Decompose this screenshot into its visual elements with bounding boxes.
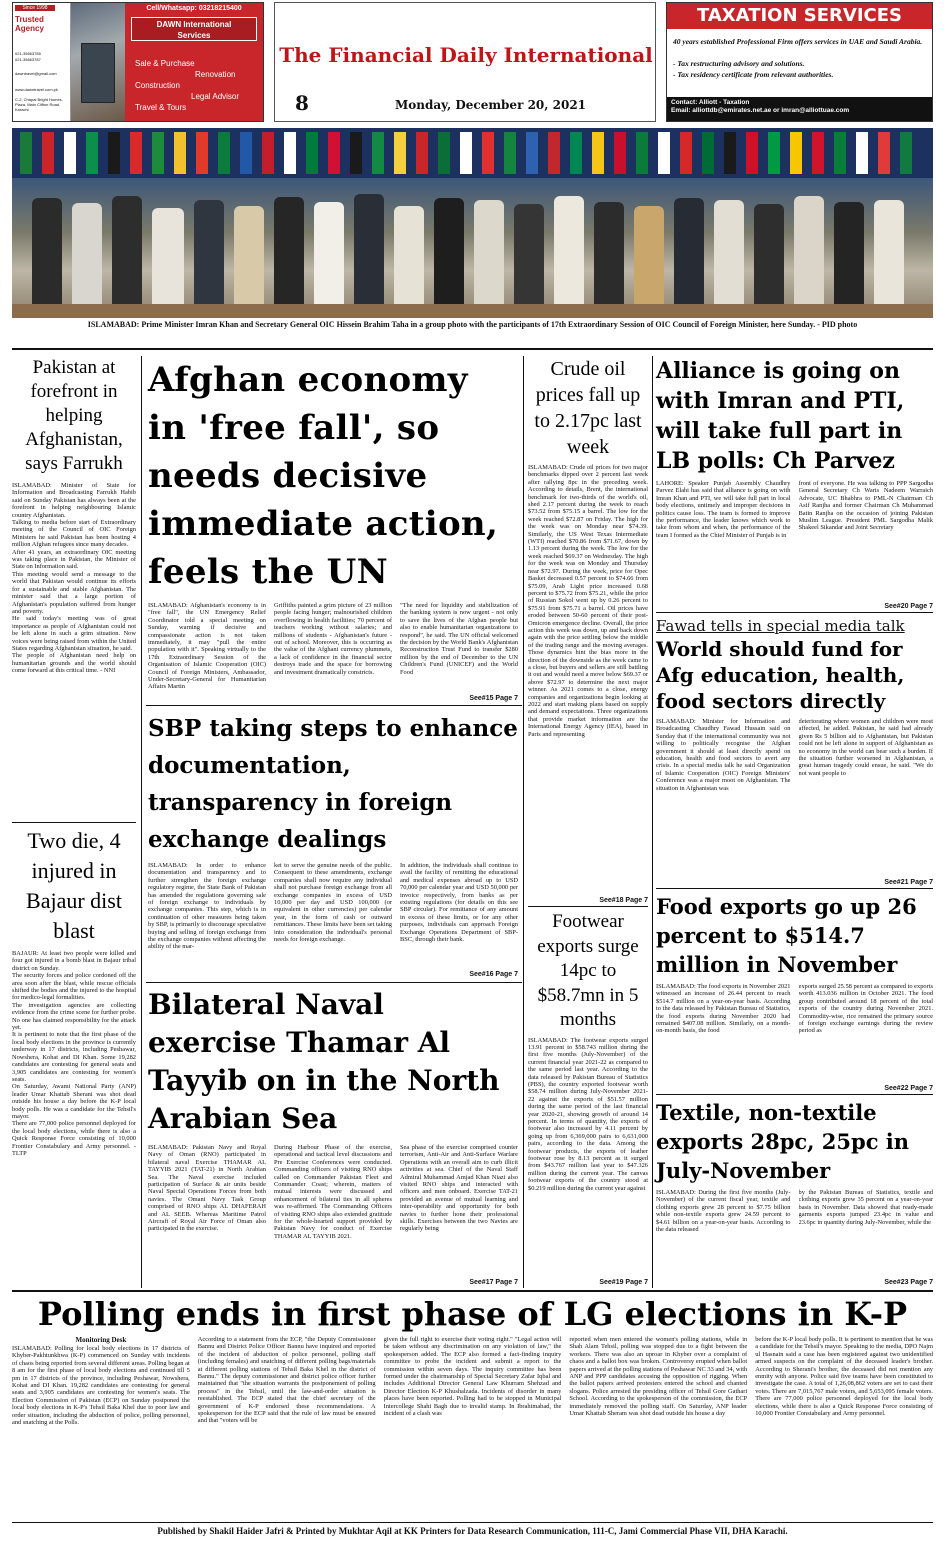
tax-ad-line-3: - Tax residency certificate from relevant authorities.: [673, 70, 834, 79]
polling-story-col-1: ISLAMABAD: Polling for local body elections in 17 districts of Khyber-Pakhtunkhwa (K-P) commenced on Sunday with incidents of chaos being reported from several different areas. Polling began at 8 am for the first phase of local body elections and continued till 5 pm in 17 districts of the province, including Peshawar, Nowshera, Kohat and DI Khan. 19,282 candidates are contesting for general seats and 3,905 candidates are contesting for women's seats. The Election Commission of Pakistan (ECP) on Sunday postponed the local body elections in K-P's Tehsil Baka Khel due to poor law and order situation, including the abduction of police, polling personnel, and snatching at the Polls.: [12, 1345, 190, 1427]
alliance-story-columns: [656, 480, 933, 598]
footer-rule: [12, 1522, 933, 1523]
vrule-crude: [652, 356, 653, 1288]
dawn-ad-photo-panel: [71, 3, 125, 121]
polling-story: [12, 1294, 933, 1520]
lead-story: [148, 356, 518, 702]
fawad-story: [656, 616, 933, 886]
alliance-story-headline: Alliance is going on with Imran and PTI, will take full part in LB polls: Ch Parvez: [656, 358, 905, 474]
dawn-ad-phone-1: 021-35663785: [15, 51, 41, 56]
col1-story2: [12, 826, 136, 1288]
naval-story-col-a: ISLAMABAD: Pakistan Navy and Royal Navy of Oman (RNO) participated in bilateral naval Exercise THAMAR AL TAYYIB 2021 (TAT-21) in North Arabian Sea. The Naval exercise included participation of Surface & air units beside Naval Special Operations Forces from both navies. The Omani Navy Task Group comprised of RNO ships AL DHAFERAH and AL SEEB. Whereas Maritime Patrol Aircraft of Royal Air Force of Oman also participated in the exercise.: [148, 1144, 266, 1233]
alliance-story-col-b: front of everyone. He was talking to PPP Sargodha General Secretary Ch Waris Nadeem Warraich Advocate, UC Bhabhra to PML-N Chairman Ch Asif Ranjha and former Chairman Ch Muhammad Batin Ranjha on the occasion of joining Pakistan Muslim League. President PML Sargodha Malik Shakeel Sikandar and Joint Secretary: [798, 480, 933, 532]
tax-ad-title: TAXATION SERVICES: [667, 3, 932, 29]
polling-story-desk: Monitoring Desk: [75, 1336, 127, 1344]
dawn-ad-building-icon: [81, 43, 115, 103]
food-story-headline: Food exports go up 26 percent to $514.7 million in November: [656, 894, 917, 977]
dawn-ad-info-panel: [125, 3, 263, 121]
sbp-story-col-a: ISLAMABAD: In order to enhance documentation and transparency and to further strengthen the foreign exchange regulatory regime, the State Bank of Pakistan has amended the regulations governing sale of foreign exchange to individuals by exchange companies. This step, which is in continuation of other measures being taken by SBP, is primarily to discourage speculative buying and selling of foreign exchange from the exchange companies without affecting the ability of the mar-: [148, 862, 266, 951]
divider-above-polling: [12, 1290, 933, 1292]
taxation-advertisement: [666, 2, 933, 122]
tax-ad-line-2: - Tax restructuring advisory and solutions.: [673, 59, 805, 68]
col1-story1-p4: This meeting would send a message to the world that Pakistan would continue its efforts for a sustainable and stable Afghanistan. The minister said that a large portion of Afghanistan's population suffered from hunger and poverty.: [12, 570, 136, 615]
oic-group-photo: [12, 128, 933, 318]
dawn-ad-web: www.dawntravel.com.pk: [15, 87, 58, 92]
photo-caption: [20, 320, 925, 330]
fawad-story-headline: World should fund for Afg education, health, food sectors directly: [656, 637, 905, 713]
polling-story-col-5: before the K-P local body polls. It is pertinent to mention that he was a candidate for the Tehsil's mayor. Speaking to the media, DPO Najm ul Hasnain said a case has been registered against two unidentified armed suspects on the complaint of the deceased leader's brother. According to Sherani's brother, the deceased did not mention any enmity with anyone. Police said five teams have been constituted to investigate the case. A total of 1,26,08,862 voters are set to cast their votes. There are 7,015,767 male voters, and 5,653,095 female voters. There are 77,000 police personnel deployed for the local body elections, while there is also a Quick Response Force consisting of 10,000 Frontier Constabulary and Army personnel.: [755, 1336, 933, 1418]
col1-story2-body: [12, 950, 136, 1280]
fawad-story-continued[interactable]: See#21 Page 7: [884, 879, 933, 886]
col1-story2-p6: There are 77,000 police personnel deployed for the local body elections, while there is also a Quick Response Force consisting of 10,000 Frontier Constabulary and Army personnel. - TLTP: [12, 1120, 136, 1157]
footwear-story-body: ISLAMABAD: The footwear exports surged 13.91 percent to $58.743 million during the first five months (July-November) of the current financial year 2021-22 as compared to the same period last year. According to the data released by Pakistan Bureau of Statistics (PBS), the country exported footwear worth $58.74 million during July-November 2021-22 against the exports of $51.57 million during the same period of the last financial year 2020-21, showing growth of around 14 percent. In terms of quantity, the exports of footwear also increased by 4.11 percent by going up from 6,369,000 pairs to 6,631,000 pairs, according to the data. Among the footwear products, the exports of leather footwear rose by 8.13 percent as it surged from $43.767 million last year to $47.326 million during the current year. The canvas footwear exports of the country stood at $0.219 million during the current year against: [528, 1036, 648, 1192]
polling-story-col-1-wrap: [12, 1336, 190, 1515]
naval-story-col-b: During Harbour Phase of the exercise, operational and tactical level discussions and Pre Exercise Conferences were conducted. Commanding officers of visiting RNO ships called on Commander Pakistan Fleet and Commander Coast; wherein, matters of mutual interests were discussed and enhancement of bilateral ties in all spheres was re-affirmed. The Commanding Officers of visiting RNO ships also extended gratitude for the whole-hearted support provided by Pakistan Navy for conduct of Exercise THAMAR AL TAYYIB 2021.: [274, 1144, 392, 1240]
dawn-ad-email: dawntravel@gmail.com: [15, 71, 57, 76]
textile-story-headline: Textile, non-textile exports 28pc, 25pc in July-November: [656, 1100, 910, 1183]
photo-caption-text: Prime Minister Imran Khan and Secretary General OIC Hissein Brahim Taha in a group photo with the participants of 17th Extraordinary Session of OIC Council of Foreign Minister, here Sunday. - PID photo: [141, 320, 858, 329]
polling-story-headline: Polling ends in first phase of LG elections in K-P: [37, 1295, 908, 1333]
dawn-ad-since: Since 1998: [15, 5, 55, 11]
divider-under-photo: [12, 348, 933, 350]
dawn-ad-service-3: Construction: [135, 81, 180, 90]
tax-ad-contact: Contact: Alliott - Taxation: [671, 99, 750, 106]
dawn-ad-company: DAWN International Services: [156, 20, 232, 40]
polling-story-col-2: According to a statement from the ECP, "the Deputy Commissioner Bannu and District Police Officer Bannu have inquired and reported of the incident of abduction of police personnel, polling staff (including females) and snatching of different polling bags/materials at different polling stations of Tehsil Baka Khel in the district of Bannu." The deputy commissioner and district police officer further maintained that "the situation warrants the postponement of polling process" in the Tehsil, until the law-and-order situation is reestablished. The ECP stated that the chief secretary of the government of K-P endorsed these recommendations. A spokesperson for the ECP said that the rule of law must be ensured and that "voters will be: [197, 1336, 376, 1425]
masthead: [12, 2, 933, 122]
flag-row: [12, 128, 933, 178]
divider-under-alliance: [656, 612, 933, 613]
crude-story-continued[interactable]: See#18 Page 7: [599, 897, 648, 904]
textile-story: [656, 1098, 933, 1286]
divider-under-sbp: [146, 982, 522, 983]
vrule-lead: [523, 356, 524, 1288]
col1-story2-p2: The security forces and police cordoned off the area soon after the blast, while rescue officials shifted the bodies and the injured to the hospital for medico-legal formalities.: [12, 972, 136, 1002]
col1-story2-p3: The investigation agencies are collecting evidence from the crime scene for further probe. No one has claimed responsibility for the attack yet.: [12, 1001, 136, 1032]
polling-story-col-4: reported when men entered the women's polling stations, while in Shah Alam Tehsil, polling was stopped due to a fight between the workers. There was also an uproar in Khyber over a complaint of chaos and a ballot box was broken. Controversy erupted when ballot papers arrived at the polling stations of Peshawar NC 33 and 34, with ANP and PPP candidates accusing the opposition of rigging. When the ballot papers arrived protesters entered the school and chanted slogans. Police arrested the presiding officer of Tehsil Gore Gathari School. According to the spokesperson of the commission, the ECP immediately removed the polling staff. On Saturday, ANP leader Umar Khattab Sheram was shot dead outside his house a day: [569, 1336, 748, 1418]
crude-story: [528, 356, 648, 904]
sbp-story-headline: SBP taking steps to enhance documentation, transparency in foreign exchange dealings: [148, 715, 518, 853]
textile-story-col-a: ISLAMABAD: During the first five months (July-November) of the current fiscal year, textile and clothing exports grew 28 percent to $7.75 billion while non-textile exports grew 24.59 percent to $4.61 billion on a year-on-year basis. According to the data released: [656, 1189, 791, 1234]
col1-story1-p5: He said today's meeting was of great importance as people of Afghanistan could not be left alone in such a grim situation. Now voices were being raised from within the United States regarding Afghanistan situation, he said.: [12, 615, 136, 652]
issue-date: Monday, December 20, 2021: [395, 98, 587, 112]
naval-story-col-c: Sea phase of the exercise comprised counter terrorism, Anti-Air and Anti-Surface Warfare Operations with an overall aim to curb illicit activities at sea. Chief of the Naval Staff Admiral Muhammad Amjad Khan Niazi also visited RNO ships and interacted with officers and men onboard. Exercise TAT-21 provided an avenue of mutual learning and inter-operability and opportunity for both navies to further hone their professional skills. Exercises between the two Navies are regularly being: [400, 1144, 518, 1233]
footwear-story: [528, 910, 648, 1286]
crude-story-headline: Crude oil prices fall up to 2.17pc last week: [534, 358, 642, 458]
imprint-footer: Published by Shakil Haider Jafri & Printed by Mukhtar Aqil at KK Printers for Data Research Communication, 111-C, Jami Commercial Phase VII, DHA Karachi.: [157, 1526, 788, 1536]
naval-story-headline: Bilateral Naval exercise Thamar Al Tayyib on in the North Arabian Sea: [148, 988, 500, 1135]
footwear-story-headline: Footwear exports surge 14pc to $58.7mn in 5 months: [537, 911, 639, 1030]
dawn-ad-service-5: Travel & Tours: [135, 103, 187, 112]
col1-divider: [12, 822, 136, 823]
lead-story-col-b: Griffiths painted a grim picture of 23 million people facing hunger; malnourished children overflowing in health facilities; 70 percent of teachers working without salaries; and millions of students - Afghanistan's future - out of school. Moreover, this is occurring as the value of the Afghani currency plummets, a lack of confidence in the financial sector destroys trade and the space for borrowing and investment dramatically constricts.: [274, 602, 392, 676]
fawad-story-col-b: deteriorating where women and children were most affected, he added. Pakistan, he said had already given Rs 5 billion aid to Afghanistan, but Pakistan could not be left alone in support of Afghanistan as no economy in the world can bear such a burden. If the situation further worsened in Afghanistan, a great human tragedy could ensue, he said. "We do not want people to: [798, 718, 933, 777]
col1-story1-p6: The people of Afghanistan need help on humanitarian grounds and the world should come forward at this critical time. - NNI: [12, 652, 136, 675]
paper-title: The Financial Daily International: [279, 43, 653, 67]
polling-story-col-3: given the full right to exercise their voting right." "Legal action will be taken without any discrimination on any violation of law," the spokesperson added. The ECP also formed a fact-finding inquiry committee to probe the incident and submit a report to the commission within seven days. The inquiry committee has been formed under the chairmanship of Special Secretary Zafar Iqbal and includes Additional Director General Law Khurram Shehzad and Director Election K-P Khushalzada. Incidents of disorder in many places have been reported. Polling had to be stopped in Municipal Intercollege Shahi Bagh due to invalid stamp. In Ibrahimabad, the incident of a clash was: [383, 1336, 562, 1418]
sbp-story-col-c: In addition, the individuals shall continue to avail the facility of remitting the educational and medical expenses abroad up to USD 70,000 per calendar year and USD 50,000 per invoice respectively, from banks as per existing regulations (for details on this see SBP circular). For remittance of any amount in excess of these limits, or for any other purposes, individuals can approach Foreign Exchange Operations Department of SBP-BSC, through their bank.: [400, 862, 518, 944]
dawn-ad-company-box: [131, 17, 257, 41]
naval-story: [148, 986, 518, 1286]
col1-story1-p3: After 41 years, an extraordinary OIC meeting was taking place in Pakistan, the Minister of State on Information said.: [12, 548, 136, 571]
dawn-ad-brand: Trusted Agency: [15, 15, 44, 33]
textile-story-continued[interactable]: See#23 Page 7: [884, 1279, 933, 1286]
page-number: 8: [295, 91, 309, 115]
food-story-columns: [656, 983, 933, 1083]
col1-story2-p1: BAJAUR: At least two people were killed and four got injured in a bomb blast in Bajaur tribal district on Sunday.: [12, 950, 136, 972]
dawn-advertisement: [12, 2, 264, 122]
textile-story-columns: [656, 1189, 933, 1279]
col1-story1-headline: Pakistan at forefront in helping Afghanistan, says Farrukh: [25, 357, 123, 474]
footwear-story-continued[interactable]: See#19 Page 7: [599, 1279, 648, 1286]
fawad-story-kicker: Fawad tells in special media talk: [656, 617, 905, 635]
alliance-story-col-a: LAHORE: Speaker Punjab Assembly Chaudhry Parvez Elahi has said that alliance is going on with Imran Khan and PTI, we will take full part in local body elections, untimely and improper decisions in politics cause loss. The team is formed to improve the performance, the leader knows which work to take from whom and when, the performance of the team I formed as the Chief Minister of Punjab is in: [656, 480, 791, 539]
food-story-col-b: exports surged 25.58 percent as compared to exports worth 413.036 million in October 2021. The food group contributed around 18 percent of the total exports of the country during November 2021. Commodity-wise, rice remained the primary source of foreign exchange earnings during the review period as: [798, 983, 933, 1035]
dawn-ad-address: C-2, Chapal Bright Homes, Plaza, Main Clifton Road, Karachi: [15, 97, 63, 112]
divider-under-food: [656, 1094, 933, 1095]
col1-story2-p5: On Saturday, Awami National Party (ANP) leader Umar Khattab Sherani was shot dead outside his house a day before the K-P local body polls. He was a candidate for the Tehsil's mayor.: [12, 1083, 136, 1120]
fawad-story-col-a: ISLAMABAD: Minister for Information and Broadcasting Chaudhry Fawad Hussain said on Sunday that if the international community was not willing to politically recognise the Afghan government it should at least directly spend on education, health and food sectors to avert any crisis. In a special media talk he said Organization of Islamic Cooperation (OIC) Foreign Ministers' Conference was a major moot on Afghanistan. The situation in Afghanistan was: [656, 718, 791, 792]
dawn-ad-service-1: Sale & Purchase: [135, 59, 195, 68]
tax-ad-email: Email: alliottdb@emirates.net.ae or imran@alliottuae.com: [671, 107, 850, 114]
dawn-ad-phone-2: 021-35663787: [15, 57, 41, 62]
sbp-story: [148, 710, 518, 978]
dawn-ad-service-4: Legal Advisor: [191, 92, 240, 101]
lead-story-col-c: "The need for liquidity and stabilization of the banking system is now urgent - not only to save the lives of the Afghan people but also to enable humanitarian organizations to respond", he said. The UN official welcomed the decision by the World Bank's Afghanistan Reconstruction Trust Fund to transfer $280 million by the end of December to the UN Children's Fund (UNICEF) and the World Food: [400, 602, 518, 676]
food-story: [656, 892, 933, 1092]
photo-caption-lead: ISLAMABAD:: [87, 320, 140, 329]
col1-story2-p4: It is pertinent to note that the first phase of the local body elections in the province is currently underway in 17 districts, including Peshawar, Nowshera, Kohat and DI Khan. Some 19,282 candidates are contesting for general seats and 3,905 candidates are contesting for women's seats.: [12, 1031, 136, 1083]
divider-under-fawad: [656, 888, 933, 889]
paper-title-block: [274, 2, 656, 122]
food-story-col-a: ISLAMABAD: The food exports in November 2021 witnessed an increase of 26.44 percent to reach $514.7 million on a year-on-year basis. According to the data released by Pakistan Bureau of Statistics, the food exports during November 2020 had remained $407.08 million. Similarly, on a month-on-month basis, the food: [656, 983, 791, 1035]
sbp-story-continued[interactable]: See#16 Page 7: [469, 971, 518, 978]
fawad-story-columns: [656, 718, 933, 878]
divider-under-crude: [528, 906, 648, 907]
alliance-story-continued[interactable]: See#20 Page 7: [884, 603, 933, 610]
col1-story1-p1: ISLAMABAD: Minister of State for Information and Broadcasting Farrukh Habib said on Sunday Pakistan has always been at the forefront in helping neighbouring Islamic country Afghanistan.: [12, 482, 136, 519]
tax-ad-line-1: 40 years established Professional Firm offers services in UAE and Saudi Arabia.: [673, 37, 923, 46]
col1-story1-p2: Talking to media before start of Extraordinary meeting of the Council of OIC Foreign Ministers he said Pakistan has been hosting 4 million Afghan refugees since many decades.: [12, 519, 136, 549]
naval-story-continued[interactable]: See#17 Page 7: [469, 1279, 518, 1286]
stage-carpet: [12, 304, 933, 318]
textile-story-col-b: by the Pakistan Bureau of Statistics, textile and clothing exports grew 35 percent on a year-on-year basis in November. Data showed that ready-made garments exports jumped 23.4pc in value and 23.6pc in quantity during July-November, while the: [798, 1189, 933, 1226]
dawn-ad-service-2: Renovation: [195, 70, 236, 79]
dawn-ad-call: Cell/Whatsapp: 03218215400: [146, 5, 242, 12]
col1-story1-body: [12, 482, 136, 792]
dawn-ad-brand-panel: [13, 3, 71, 121]
lead-story-headline: Afghan economy in 'free fall', so needs decisive immediate action, feels the UN: [148, 360, 499, 592]
col1-story2-headline: Two die, 4 injured in Bajaur dist blast: [26, 828, 122, 943]
lead-story-col-a: ISLAMABAD: Afghanistan's economy is in "free fall", the UN Emergency Relief Coordinator told a special meeting on Sunday, warning if decisive and compassionate action is not taken immediately, it may "pull the entire population with it". Speaking virtually to the 17th Extraordinary Session of the Organisation of Islamic Cooperation (OIC) Council of Foreign Ministers, Ambassador, Under-Secretary-General for Humanitarian Affairs Martin: [148, 602, 266, 691]
col1-story1: [12, 356, 136, 821]
divider-under-lead: [146, 705, 522, 706]
lead-story-continued[interactable]: See#15 Page 7: [469, 695, 518, 702]
crude-story-body: ISLAMABAD: Crude oil prices for two major benchmarks dipped over 2 percent last week after rallying 8pc in the preceding week. According to details, Brent, the international benchmark for two-thirds of the world's oil, shed 2.17 percent during the week to reach $73.52 from $75.15 a barrel. The low for the week reached $72.87 on Friday. The high for the week was on Monday near $74.39. Similarly, the US West Texas Intermediate (WTI) reached $70.86 from $71.67, down by 1.13 percent during the week. The low for the week reached $69.37 on Wednesday. The high for the week was on Monday and Thursday near $72.97. During the week, price for Opec Basket decreased 0.57 percent to $74.66 from $75.09, Arab Light price increased 0.68 percent to $75.72 from $75.21, while the price of Russian Sokol went up by 0.26 percent to $75.91 from $75.71 a barrel. Oil prices have eroded between 50-60 percent of their post-Omicron emergence decline. Overall, the price action this week was down, up and back down again with the price settling below the middle of the trading range and the moving averages. Those dynamics hint the bias more in the direction of the downside as the week came to a close, but buyers and sellers are still battling it out and would need a move below $69.37 or above $72.97 to determine the next major winner. As 2021 comes to a close, energy companies and organizations begin looking at 2022 and start making plans based on supply and demand expectations. Three organizations that provide market information are the International Energy Agency (IEA), based in Paris and representing: [528, 464, 648, 738]
alliance-story: [656, 356, 933, 610]
sbp-story-col-b: ket to serve the genuine needs of the public. Consequent to these amendments, exchange companies shall now require any individual shall not purchase foreign exchange from all exchange companies in excess of USD 10,000 per day and USD 100,000 (or equivalent in other currencies) per calendar year, in the form of cash or outward remittances. These limits have been set taking into consideration the individual's personal needs for foreign exchange.: [274, 862, 392, 944]
tax-ad-contact-bar: [667, 97, 932, 121]
food-story-continued[interactable]: See#22 Page 7: [884, 1085, 933, 1092]
vrule-col1: [141, 356, 142, 1288]
polling-story-columns: [12, 1336, 933, 1515]
